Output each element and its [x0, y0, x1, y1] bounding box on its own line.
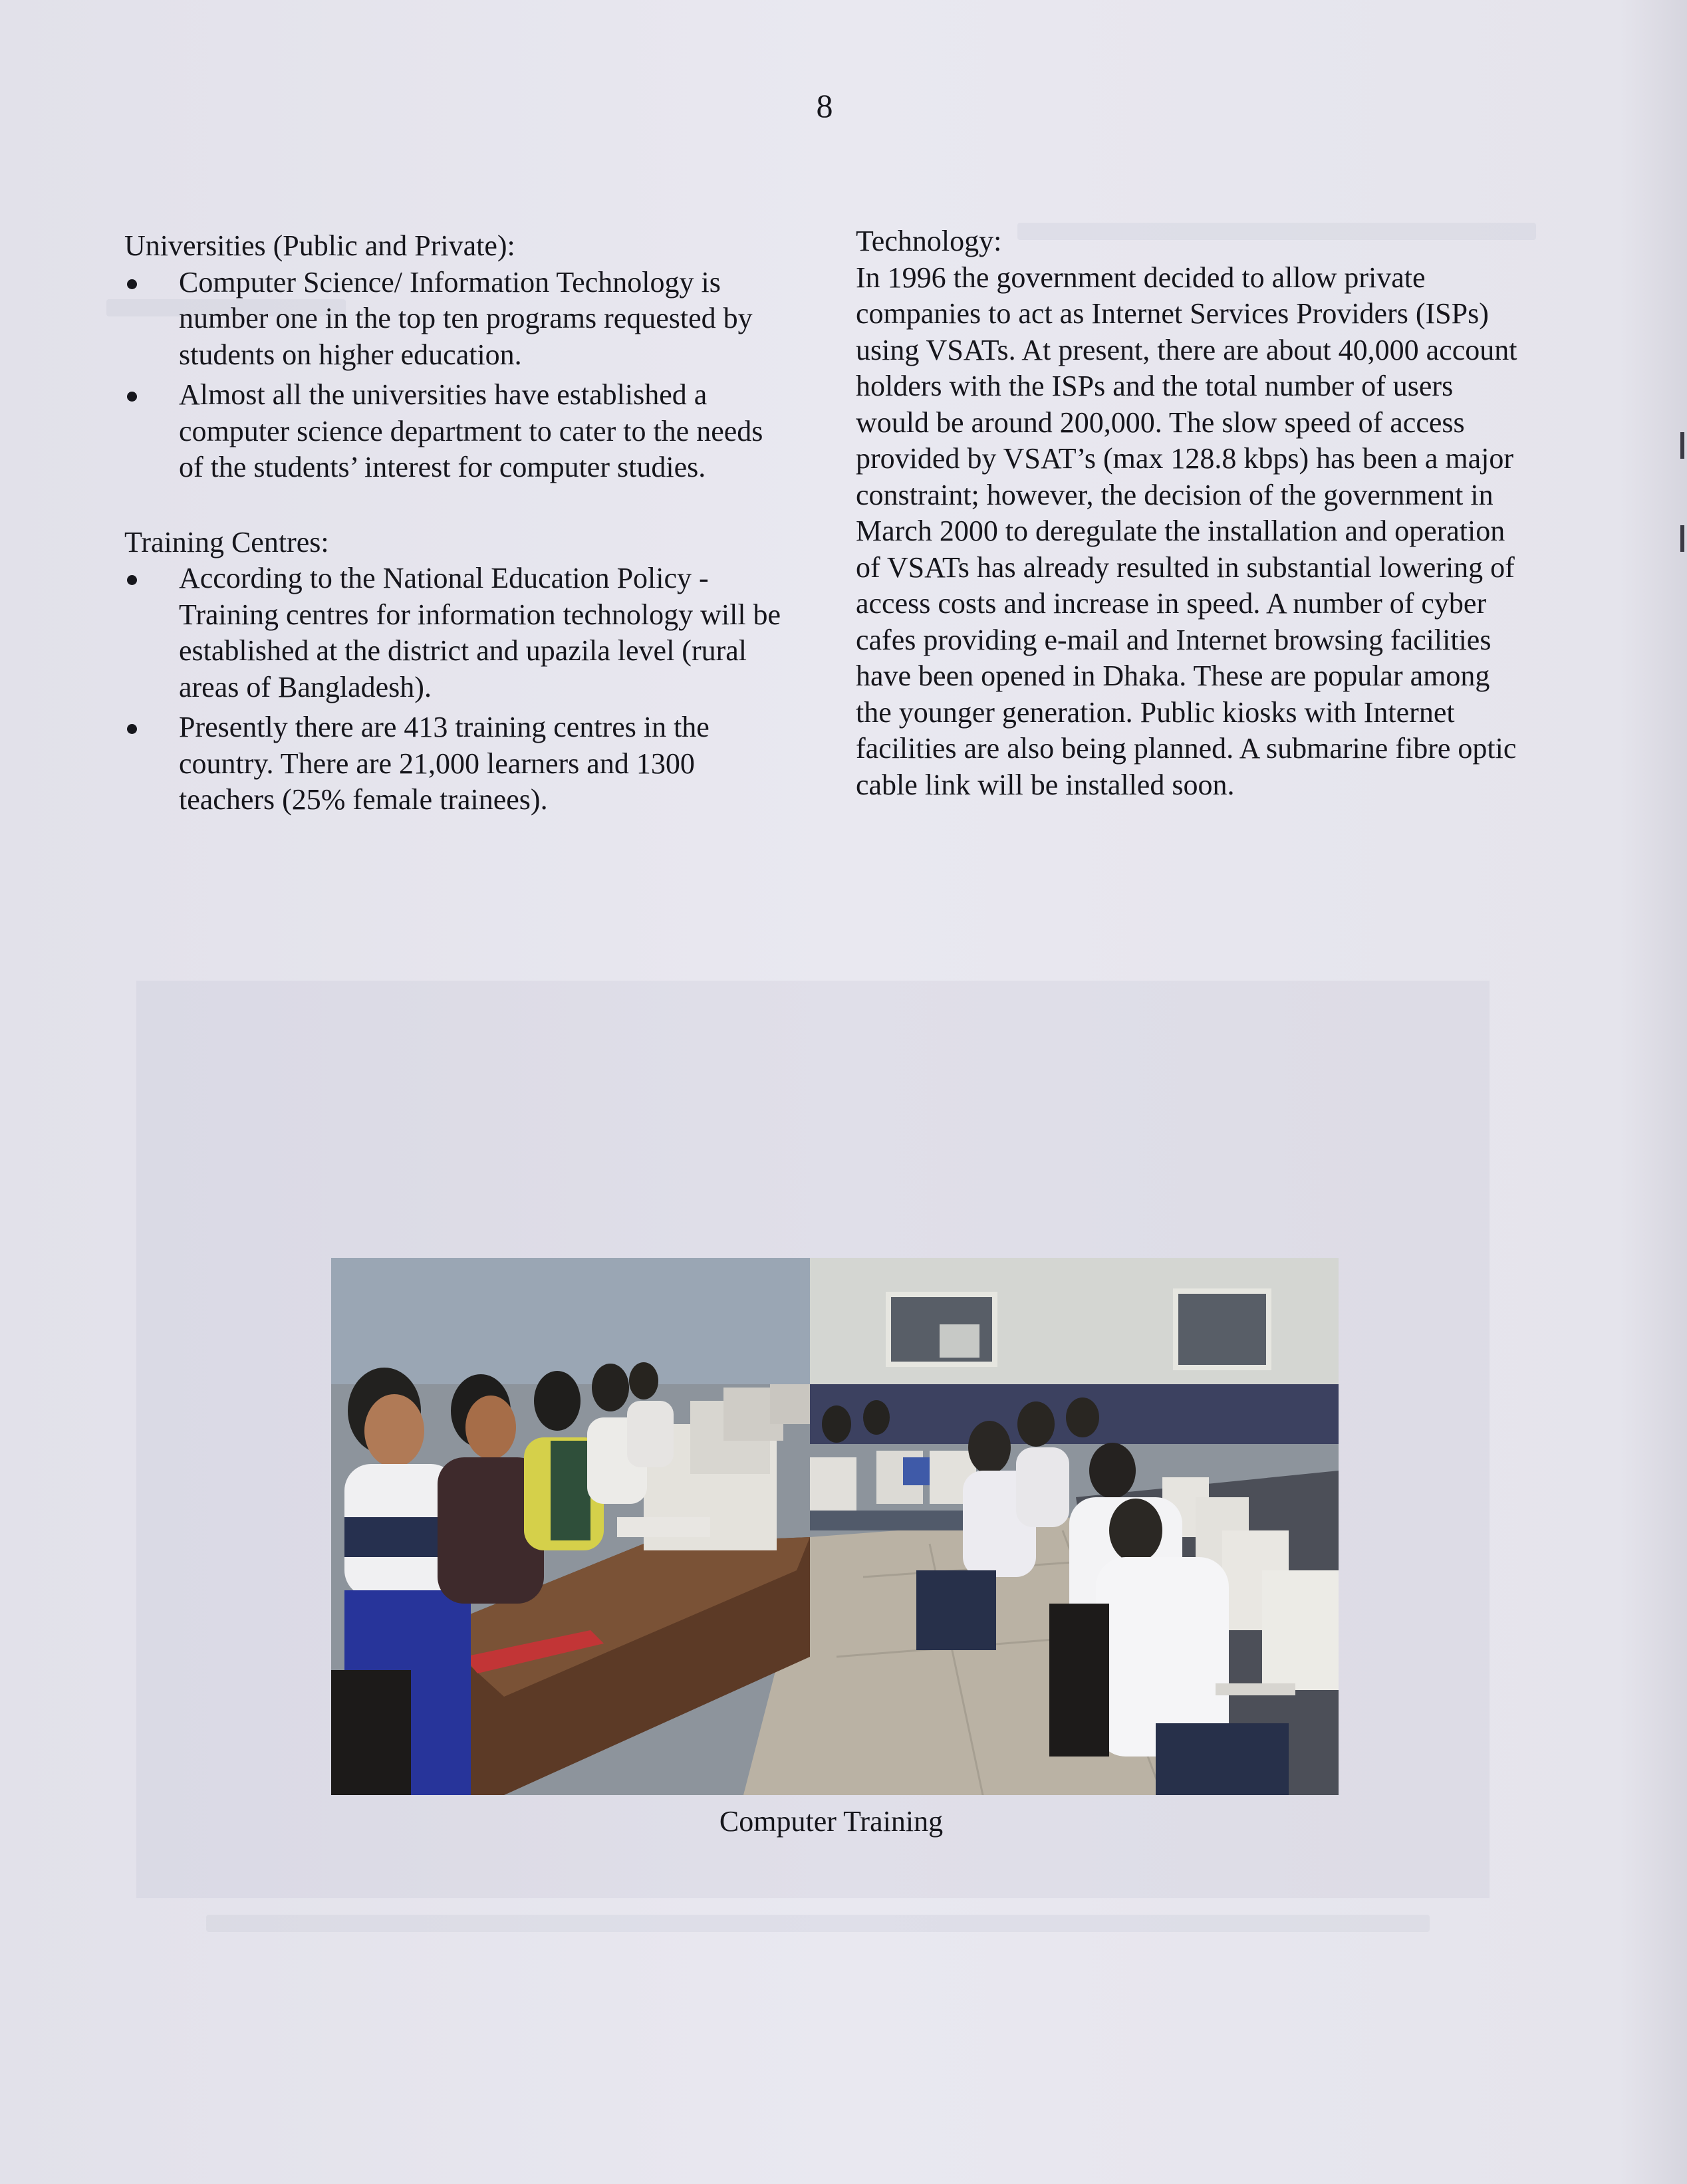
section-heading-universities: Universities (Public and Private): — [124, 229, 515, 262]
list-item-text: According to the National Education Policy - Training centres for information technology will be established at the district and upazila level (rural areas of Bangladesh). — [179, 562, 781, 703]
section-heading-training-centres: Training Centres: — [124, 525, 329, 558]
figure-caption: Computer Training — [719, 1805, 944, 1838]
technology-paragraph: In 1996 the government decided to allow private companies to act as Internet Services Providers (ISPs) using VSATs. At present, there are about 40,000 account holders with the ISPs and the total number of users would be around 200,000. The slow speed of access provided by VSAT’s (max 128.8 kbps) has been a major constraint; however, the decision of the government in March 2000 to deregulate the installation and operation of VSATs has already resulted in substantial lowering of access costs and increase in speed. A number of cyber cafes providing e-mail and Internet browsing facilities have been opened in Dhaka. These are popular among the younger generation. Public kiosks with Internet facilities are also being planned. A submarine fibre optic cable link will be installed soon. — [856, 261, 1517, 801]
page-number: 8 — [816, 87, 833, 124]
show-through-line — [206, 1915, 1430, 1932]
bullet-icon — [127, 575, 137, 585]
right-column — [856, 223, 1527, 803]
training-centres-bullet-list — [124, 560, 789, 818]
binding-mark — [1680, 432, 1684, 459]
bullet-icon — [127, 392, 137, 402]
bullet-icon — [127, 724, 137, 734]
list-item — [124, 709, 789, 818]
list-item — [124, 377, 789, 486]
computer-training-photo — [331, 1258, 1339, 1795]
section-heading-technology: Technology: — [856, 225, 1002, 257]
bullet-icon — [127, 279, 137, 289]
universities-bullet-list — [124, 265, 789, 486]
list-item — [124, 560, 789, 705]
binding-mark — [1680, 525, 1684, 552]
section-spacer — [124, 490, 789, 525]
list-item — [124, 265, 789, 374]
list-item-text: Presently there are 413 training centres in the country. There are 21,000 learners and 1300 teachers (25% female trainees). — [179, 711, 710, 816]
left-column — [124, 228, 789, 822]
list-item-text: Computer Science/ Information Technology is number one in the top ten programs requested by students on higher education. — [179, 265, 753, 371]
list-item-text: Almost all the universities have established a computer science department to cater to the needs of the students’ interest for computer studies. — [179, 378, 763, 483]
classroom-illustration — [331, 1258, 1339, 1795]
